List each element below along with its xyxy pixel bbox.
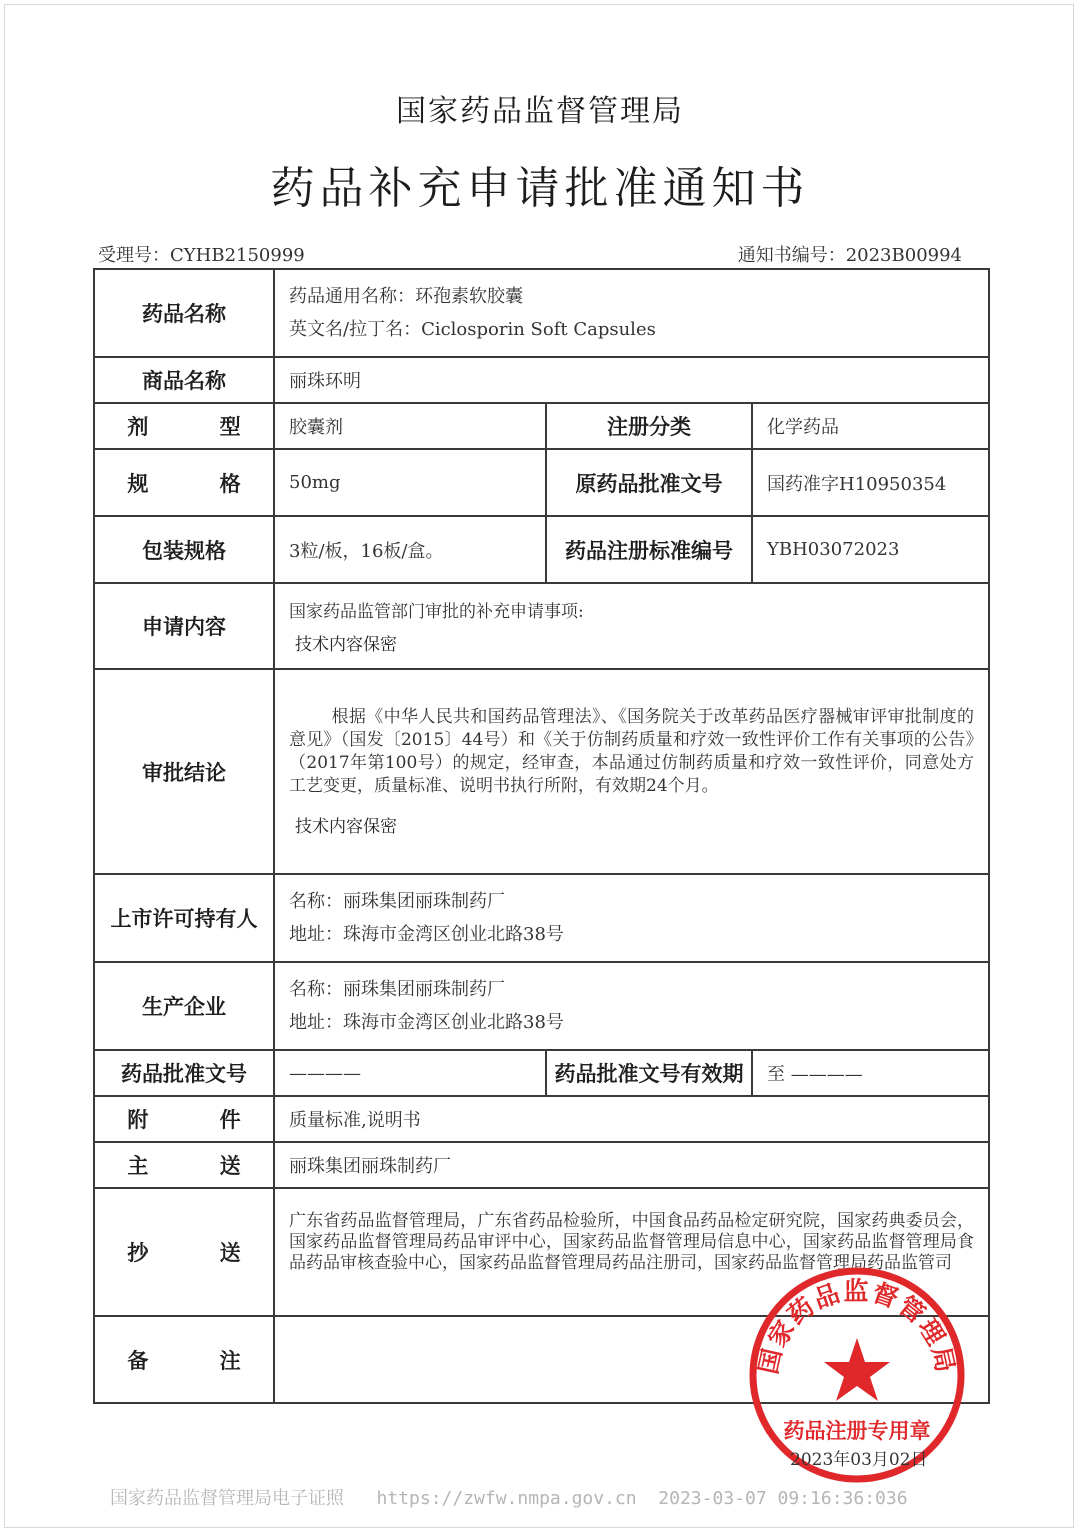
label-main-recipient (94, 1142, 274, 1188)
label-attachments-text: 附 件 (127, 1107, 273, 1132)
seal-center-text: 药品注册专用章 (783, 1419, 931, 1443)
value-application (274, 583, 989, 669)
label-drug-name: 药品名称 (94, 269, 274, 357)
label-dosage-form-text: 剂 型 (127, 414, 273, 439)
label-trade-name: 商品名称 (94, 357, 274, 403)
value-original-approval-no: 国药准字H10950354 (752, 449, 989, 516)
label-registration-category: 注册分类 (546, 403, 752, 449)
row-attachments (94, 1096, 989, 1142)
value-specification: 50mg (274, 449, 546, 516)
label-attachments (94, 1096, 274, 1142)
label-remarks (94, 1316, 274, 1403)
value-registration-category: 化学药品 (752, 403, 989, 449)
label-approval-validity: 药品批准文号有效期 (546, 1050, 752, 1096)
row-mah (94, 874, 989, 962)
label-cc (94, 1188, 274, 1316)
label-cc-text: 抄 送 (127, 1240, 273, 1265)
agency-title: 国家药品监督管理局 (396, 94, 684, 129)
row-package (94, 516, 989, 583)
conclusion-text: 根据《中华人民共和国药品管理法》、《国务院关于改革药品医疗器械审评审批制度的意见》（国发〔2015〕44号）和《关于仿制药质量和疗效一致性评价工作有关事项的公告》（2017年第100号）的规定，经审查，本品通过仿制药质量和疗效一致性评价，同意处方工艺变更，质量标准、说明书执行所附，有效期24个月。 (289, 707, 974, 796)
row-main-recipient (94, 1142, 989, 1188)
document-title: 药品补充申请批准通知书 (270, 163, 810, 214)
label-dosage-form (94, 403, 274, 449)
row-manufacturer (94, 962, 989, 1050)
value-conclusion (274, 669, 989, 874)
label-remarks-text: 备 注 (127, 1347, 273, 1373)
label-approval-number: 药品批准文号 (94, 1050, 274, 1096)
label-specification (94, 449, 274, 516)
row-dosage-form (94, 403, 989, 449)
label-standard-no: 药品注册标准编号 (546, 516, 752, 583)
row-drug-name (94, 269, 989, 357)
label-mah: 上市许可持有人 (94, 874, 274, 962)
value-approval-validity: 至 ———— (752, 1050, 989, 1096)
mah-name: 名称：丽珠集团丽珠制药厂 (289, 891, 505, 912)
footer-timestamp: 2023-03-07 09:16:36:036 (658, 1488, 908, 1509)
notice-number: 通知书编号：2023B00994 (737, 245, 962, 266)
value-approval-number: ———— (274, 1050, 546, 1096)
seal-star-icon (824, 1338, 890, 1401)
acceptance-number: 受理号：CYHB2150999 (98, 245, 305, 266)
manufacturer-name: 名称：丽珠集团丽珠制药厂 (289, 979, 505, 1000)
label-original-approval-no: 原药品批准文号 (546, 449, 752, 516)
label-package: 包装规格 (94, 516, 274, 583)
seal-ring-text: 国家药品监督管理局 (753, 1276, 961, 1377)
row-application (94, 583, 989, 669)
approval-table (93, 268, 990, 1404)
row-specification (94, 449, 989, 516)
row-approval-number (94, 1050, 989, 1096)
generic-name: 药品通用名称：环孢素软胶囊 (289, 286, 523, 307)
mah-address: 地址：珠海市金湾区创业北路38号 (289, 924, 564, 945)
row-conclusion (94, 669, 989, 874)
conclusion-confidential-note: 技术内容保密 (295, 817, 397, 837)
value-trade-name: 丽珠环明 (274, 357, 989, 403)
label-application: 申请内容 (94, 583, 274, 669)
cc-text: 广东省药品监督管理局，广东省药品检验所，中国食品药品检定研究院，国家药典委员会，国家药品监督管理局药品审评中心，国家药品监督管理局信息中心，国家药品监督管理局食品药品审核查验中心，国家药品监督管理局药品注册司，国家药品监督管理局药品监管司 (289, 1211, 974, 1273)
label-main-recipient-text: 主 送 (127, 1153, 273, 1178)
value-dosage-form: 胶囊剂 (274, 403, 546, 449)
value-package: 3粒/板，16板/盒。 (274, 516, 546, 583)
value-main-recipient: 丽珠集团丽珠制药厂 (274, 1142, 989, 1188)
application-text: 国家药品监管部门审批的补充申请事项: (289, 602, 584, 622)
manufacturer-address: 地址：珠海市金湾区创业北路38号 (289, 1012, 564, 1033)
label-conclusion: 审批结论 (94, 669, 274, 874)
footer-source: 国家药品监督管理局电子证照 (110, 1488, 344, 1509)
application-confidential-note: 技术内容保密 (295, 635, 397, 655)
row-trade-name (94, 357, 989, 403)
label-specification-text: 规 格 (127, 470, 273, 496)
seal-date: 2023年03月02日 (790, 1450, 928, 1470)
label-manufacturer: 生产企业 (94, 962, 274, 1050)
value-manufacturer (274, 962, 989, 1050)
english-name: 英文名/拉丁名：Ciclosporin Soft Capsules (289, 319, 656, 340)
value-standard-no: YBH03072023 (752, 516, 989, 583)
value-mah (274, 874, 989, 962)
footer-watermark (110, 1484, 908, 1510)
value-drug-name (274, 269, 989, 357)
footer-url: https://zwfw.nmpa.gov.cn (376, 1488, 637, 1509)
value-attachments: 质量标准,说明书 (274, 1096, 989, 1142)
